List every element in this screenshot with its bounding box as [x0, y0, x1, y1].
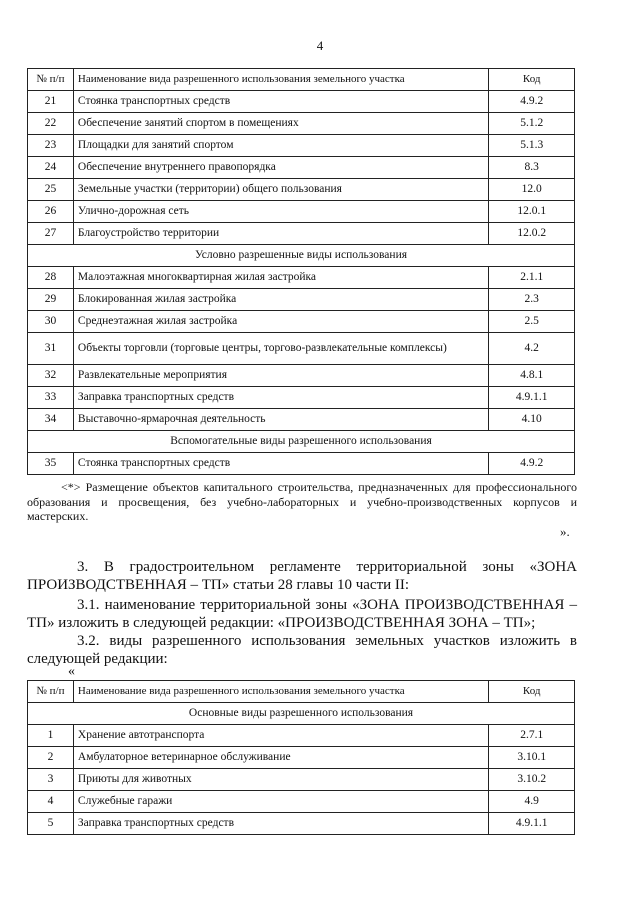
row-num: 4: [28, 791, 74, 813]
table-row: [28, 91, 575, 113]
section-title-conditional: Условно разрешенные виды использования: [28, 245, 575, 267]
row-name: Выставочно-ярмарочная деятельность: [73, 409, 488, 431]
row-name: Приюты для животных: [73, 769, 488, 791]
opening-quote: «: [68, 664, 75, 679]
table-row: [28, 311, 575, 333]
row-name: Земельные участки (территории) общего пользования: [73, 179, 488, 201]
section-row-auxiliary: [28, 431, 575, 453]
row-num: 3: [28, 769, 74, 791]
row-name: Служебные гаражи: [73, 791, 488, 813]
row-num: 32: [28, 365, 74, 387]
table-header-row: [28, 681, 575, 703]
table-row: [28, 791, 575, 813]
row-num: 25: [28, 179, 74, 201]
row-name: Амбулаторное ветеринарное обслуживание: [73, 747, 488, 769]
paragraph-3: 3. В градостроительном регламенте территориальной зоны «ЗОНА ПРОИЗВОДСТВЕННАЯ – ТП» статьи 28 главы 10 части II:: [27, 559, 577, 593]
row-num: 33: [28, 387, 74, 409]
row-name: Объекты торговли (торговые центры, торгово-развлекательные комплексы): [73, 333, 488, 365]
row-code: 4.9.2: [489, 453, 575, 475]
row-code: 4.9: [489, 791, 575, 813]
row-num: 1: [28, 725, 74, 747]
table-row: [28, 725, 575, 747]
row-code: 12.0.2: [489, 223, 575, 245]
row-code: 12.0: [489, 179, 575, 201]
section-title-main: Основные виды разрешенного использования: [28, 703, 575, 725]
table-row: [28, 157, 575, 179]
row-code: 5.1.2: [489, 113, 575, 135]
section-title-auxiliary: Вспомогательные виды разрешенного использования: [28, 431, 575, 453]
header-num: № п/п: [28, 69, 74, 91]
row-code: 2.7.1: [489, 725, 575, 747]
row-name: Малоэтажная многоквартирная жилая застройка: [73, 267, 488, 289]
table-row: [28, 453, 575, 475]
table-row: [28, 223, 575, 245]
table-row: [28, 333, 575, 365]
row-name: Площадки для занятий спортом: [73, 135, 488, 157]
row-code: 12.0.1: [489, 201, 575, 223]
row-name: Блокированная жилая застройка: [73, 289, 488, 311]
row-name: Развлекательные мероприятия: [73, 365, 488, 387]
row-num: 28: [28, 267, 74, 289]
row-code: 5.1.3: [489, 135, 575, 157]
row-num: 22: [28, 113, 74, 135]
table-header-row: [28, 69, 575, 91]
row-code: 3.10.1: [489, 747, 575, 769]
row-code: 2.1.1: [489, 267, 575, 289]
paragraph-3-1: 3.1. наименование территориальной зоны «ЗОНА ПРОИЗВОДСТВЕННАЯ – ТП» изложить в следующей редакции: «ПРОИЗВОДСТВЕННАЯ ЗОНА – ТП»;: [27, 597, 577, 631]
row-code: 3.10.2: [489, 769, 575, 791]
table-row: [28, 409, 575, 431]
closing-quote: ».: [560, 524, 570, 539]
header-name: Наименование вида разрешенного использования земельного участка: [73, 681, 488, 703]
row-num: 2: [28, 747, 74, 769]
footnote: <*> Размещение объектов капитального строительства, предназначенных для профессионального образования и просвещения, без учебно-лабораторных и учебно-производственных корпусов и мастерских.: [27, 480, 577, 523]
row-name: Обеспечение занятий спортом в помещениях: [73, 113, 488, 135]
row-num: 30: [28, 311, 74, 333]
permitted-use-table-industrial-zone: [27, 680, 575, 835]
row-code: 4.9.2: [489, 91, 575, 113]
page-number: 4: [316, 38, 324, 53]
table-row: [28, 747, 575, 769]
table-row: [28, 365, 575, 387]
row-name: Хранение автотранспорта: [73, 725, 488, 747]
row-code: 4.8.1: [489, 365, 575, 387]
row-code: 8.3: [489, 157, 575, 179]
table-row: [28, 769, 575, 791]
paragraph-3-2: 3.2. виды разрешенного использования земельных участков изложить в следующей редакции:: [27, 633, 577, 667]
row-name: Обеспечение внутреннего правопорядка: [73, 157, 488, 179]
table-row: [28, 267, 575, 289]
row-name: Стоянка транспортных средств: [73, 91, 488, 113]
row-num: 35: [28, 453, 74, 475]
header-num: № п/п: [28, 681, 74, 703]
row-name: Стоянка транспортных средств: [73, 453, 488, 475]
table-row: [28, 179, 575, 201]
row-code: 4.2: [489, 333, 575, 365]
row-code: 2.3: [489, 289, 575, 311]
table-row: [28, 289, 575, 311]
row-name: Заправка транспортных средств: [73, 813, 488, 835]
row-num: 21: [28, 91, 74, 113]
table-row: [28, 813, 575, 835]
row-num: 27: [28, 223, 74, 245]
row-num: 5: [28, 813, 74, 835]
row-num: 23: [28, 135, 74, 157]
section-row-conditional: [28, 245, 575, 267]
row-name: Улично-дорожная сеть: [73, 201, 488, 223]
row-num: 31: [28, 333, 74, 365]
table-row: [28, 135, 575, 157]
row-code: 4.9.1.1: [489, 387, 575, 409]
row-code: 4.9.1.1: [489, 813, 575, 835]
header-code: Код: [489, 681, 575, 703]
header-code: Код: [489, 69, 575, 91]
row-num: 26: [28, 201, 74, 223]
permitted-use-table-zone-continued: [27, 68, 575, 475]
row-name: Благоустройство территории: [73, 223, 488, 245]
header-name: Наименование вида разрешенного использования земельного участка: [73, 69, 488, 91]
table-row: [28, 387, 575, 409]
row-num: 29: [28, 289, 74, 311]
row-name: Заправка транспортных средств: [73, 387, 488, 409]
table-row: [28, 201, 575, 223]
row-num: 34: [28, 409, 74, 431]
row-num: 24: [28, 157, 74, 179]
row-code: 2.5: [489, 311, 575, 333]
row-name: Среднеэтажная жилая застройка: [73, 311, 488, 333]
table-row: [28, 113, 575, 135]
row-code: 4.10: [489, 409, 575, 431]
section-row-main: [28, 703, 575, 725]
